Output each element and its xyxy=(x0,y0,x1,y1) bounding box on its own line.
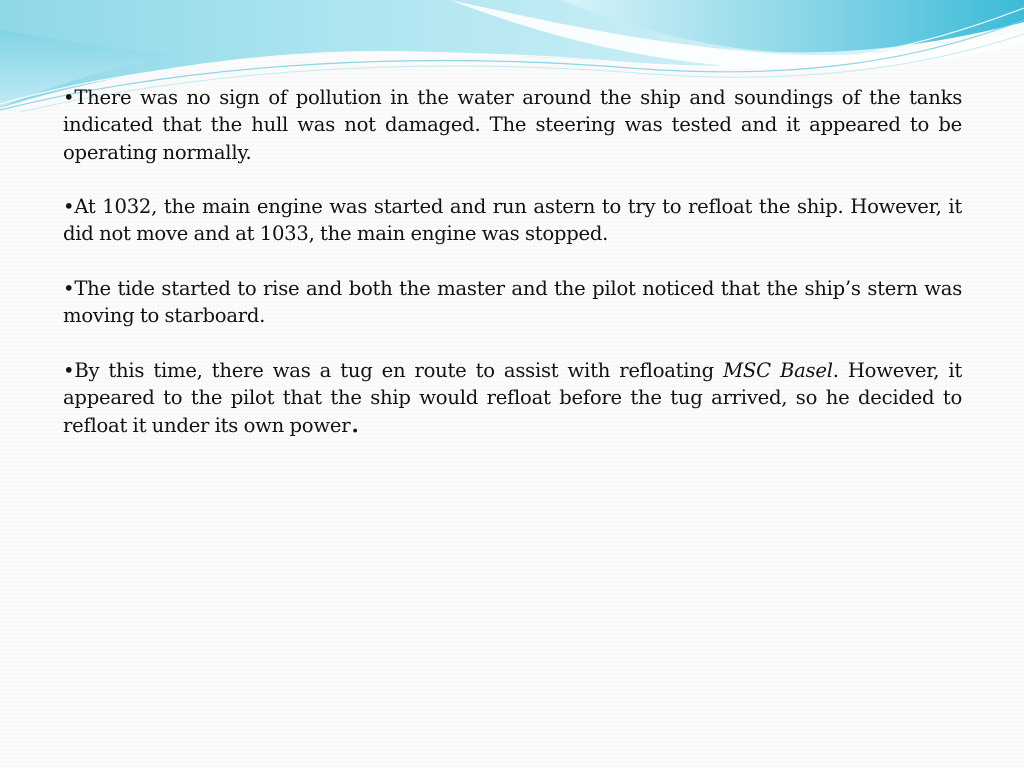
slide-body xyxy=(63,84,962,439)
bullet-marker: • xyxy=(63,195,75,219)
paragraph-3-text: The tide started to rise and both the master and the pilot noticed that the ship’s stern was moving to starboard. xyxy=(63,277,962,328)
paragraph-4-end-mark: . xyxy=(350,404,360,440)
paragraph-2-text: At 1032, the main engine was started and run astern to try to refloat the ship. However, it did not move and at 1033, the main engine was stopped. xyxy=(63,195,962,246)
bullet-marker: • xyxy=(63,358,75,382)
bullet-paragraph-3 xyxy=(63,275,962,330)
paragraph-4-text-before: By this time, there was a tug en route to assist with refloating xyxy=(74,358,724,382)
ship-name: MSC Basel xyxy=(723,358,833,382)
bullet-paragraph-4 xyxy=(63,357,962,439)
bullet-paragraph-2 xyxy=(63,193,962,248)
bullet-marker: • xyxy=(63,277,75,301)
bullet-paragraph-1 xyxy=(63,84,962,166)
paragraph-1-text: There was no sign of pollution in the water around the ship and soundings of the tanks indicated that the hull was not damaged. The steering was tested and it appeared to be operating normally. xyxy=(63,86,962,164)
paragraph-4-text-after: . However, it appeared to the pilot that the ship would refloat before the tug arrived, so he decided to refloat it under its own power xyxy=(63,358,962,437)
bullet-marker: • xyxy=(63,86,75,109)
